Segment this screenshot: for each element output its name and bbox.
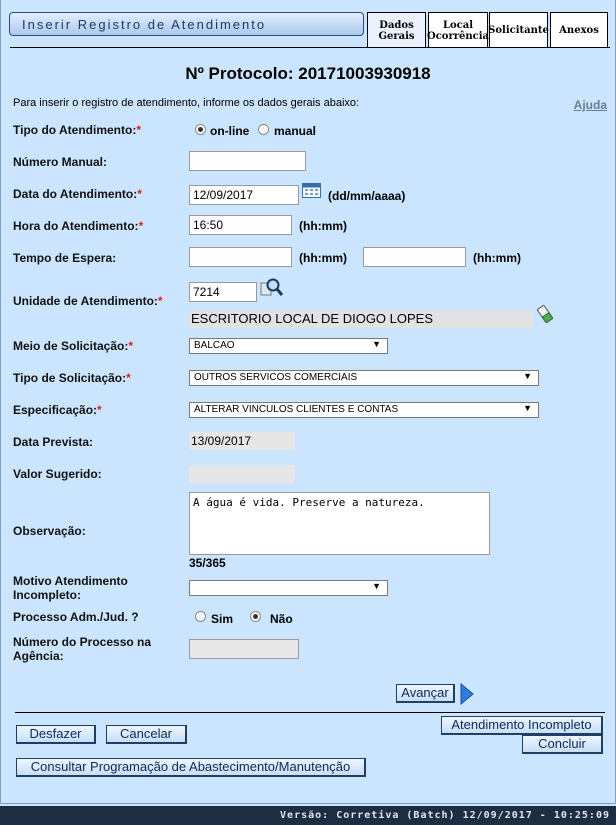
tab-label: Anexos (559, 25, 599, 36)
tab-label: Ocorrência (427, 30, 490, 42)
manual-radio-label: manual (274, 124, 317, 138)
unidade-code-input[interactable]: 7214 (189, 282, 257, 302)
tempo-espera-inicio-input[interactable] (189, 247, 292, 267)
meio-solicitacao-select[interactable] (189, 338, 388, 354)
numero-manual-label: Número Manual: (13, 155, 108, 169)
tempo-espera-fim-input[interactable] (363, 247, 466, 267)
calendar-icon[interactable] (302, 182, 321, 198)
avancar-button[interactable]: Avançar (396, 684, 455, 703)
atendimento-incompleto-button[interactable]: Atendimento Incompleto (441, 716, 603, 735)
motivo-incompleto-select[interactable] (189, 580, 388, 596)
chevron-down-icon: ▼ (372, 339, 381, 349)
arrow-right-icon[interactable] (460, 683, 474, 705)
especificacao-select[interactable] (189, 402, 539, 418)
unidade-atendimento-label: Unidade de Atendimento:* (13, 294, 163, 308)
tipo-solicitacao-label: Tipo de Solicitação:* (13, 371, 131, 385)
tab-solicitante[interactable] (489, 12, 548, 48)
data-atendimento-label: Data do Atendimento:* (13, 187, 142, 201)
especificacao-label: Especificação:* (13, 403, 102, 417)
tab-label: Gerais (378, 30, 415, 42)
observacao-label: Observação: (13, 524, 86, 538)
numero-processo-label: Número do Processo na Agência: (13, 635, 152, 663)
intro-text: Para inserir o registro de atendimento, informe os dados gerais abaixo: (13, 97, 360, 109)
page-title-bar (9, 12, 364, 36)
espera-format-hint: (hh:mm) (299, 251, 347, 265)
hora-format-hint: (hh:mm) (299, 219, 347, 233)
tipo-solicitacao-select[interactable] (189, 370, 539, 386)
processo-sim-label: Sim (211, 612, 234, 626)
data-format-hint: (dd/mm/aaaa) (328, 189, 406, 203)
chevron-down-icon: ▼ (523, 371, 532, 381)
processo-nao-radio[interactable] (250, 611, 261, 622)
search-icon[interactable] (260, 277, 284, 299)
processo-nao-label: Não (270, 612, 293, 626)
tipo-solicitacao-value: OUTROS SERVICOS COMERCIAIS (194, 372, 358, 383)
motivo-incompleto-label: Motivo Atendimento Incompleto: (13, 574, 128, 602)
numero-processo-input[interactable] (189, 639, 299, 659)
online-radio-label: on-line (210, 124, 250, 138)
data-atendimento-input[interactable]: 12/09/2017 (189, 185, 299, 205)
espera-format-hint-2: (hh:mm) (473, 251, 521, 265)
chevron-down-icon: ▼ (523, 403, 532, 413)
especificacao-value: ALTERAR VINCULOS CLIENTES E CONTAS (194, 404, 399, 415)
tab-divider (10, 47, 610, 48)
tempo-espera-label: Tempo de Espera: (13, 251, 117, 265)
numero-manual-input[interactable] (189, 151, 306, 171)
hora-atendimento-input[interactable]: 16:50 (189, 215, 292, 235)
eraser-icon[interactable] (537, 305, 553, 323)
divider (15, 712, 605, 713)
concluir-button[interactable]: Concluir (522, 735, 603, 754)
tab-dados-gerais[interactable] (367, 12, 426, 48)
online-radio[interactable] (195, 124, 206, 135)
meio-solicitacao-value: BALCAO (194, 340, 235, 351)
desfazer-button[interactable]: Desfazer (16, 725, 96, 744)
data-prevista-label: Data Prevista: (13, 435, 94, 449)
help-link[interactable]: Ajuda (573, 98, 607, 112)
processo-label: Processo Adm./Jud. ? (13, 610, 139, 624)
cancelar-button[interactable]: Cancelar (106, 725, 187, 744)
tab-label: Solicitante (488, 25, 549, 36)
meio-solicitacao-label: Meio de Solicitação:* (13, 339, 134, 353)
valor-sugerido-label: Valor Sugerido: (13, 467, 102, 481)
consultar-programacao-button[interactable]: Consultar Programação de Abastecimento/Manutenção (16, 758, 366, 777)
tab-label: Local (442, 19, 474, 31)
observacao-textarea[interactable]: A água é vida. Preserve a natureza. (189, 492, 490, 555)
observacao-counter: 35/365 (189, 556, 226, 570)
protocol-number: Nº Protocolo: 20171003930918 (185, 64, 431, 83)
processo-sim-radio[interactable] (195, 611, 206, 622)
hora-atendimento-label: Hora do Atendimento:* (13, 219, 144, 233)
unidade-name-display: ESCRITORIO LOCAL DE DIOGO LOPES (189, 311, 533, 328)
valor-sugerido-display (189, 465, 295, 483)
data-prevista-display: 13/09/2017 (189, 432, 295, 450)
version-footer: Versão: Corretiva (Batch) 12/09/2017 - 10:25:09 (0, 806, 616, 825)
tab-anexos[interactable] (550, 12, 608, 48)
page-title: Inserir Registro de Atendimento (22, 17, 267, 32)
tab-label: Dados (379, 19, 414, 31)
chevron-down-icon: ▼ (372, 581, 381, 591)
tab-local-ocorrencia[interactable] (428, 12, 488, 48)
manual-radio[interactable] (258, 124, 269, 135)
tipo-atendimento-label: Tipo do Atendimento:* (13, 123, 141, 137)
